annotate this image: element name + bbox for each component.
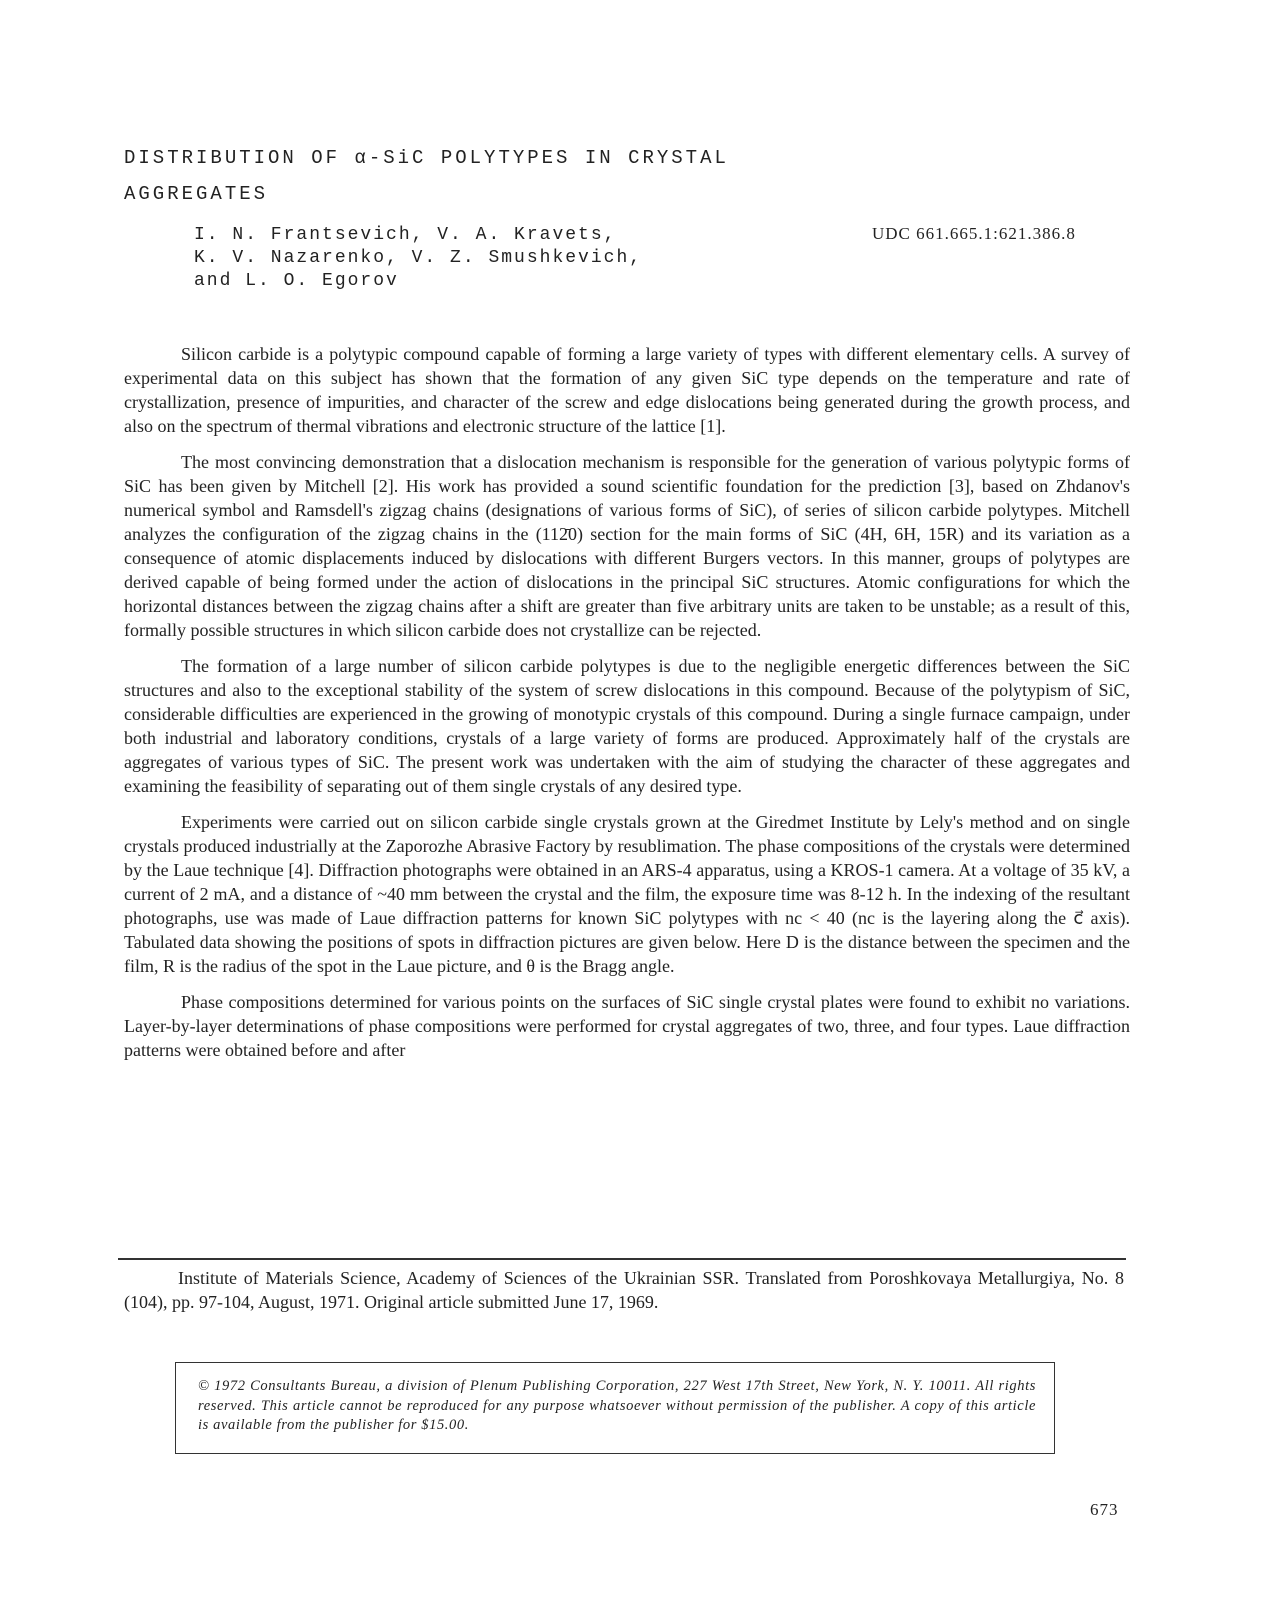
author-line: I. N. Frantsevich, V. A. Kravets,: [194, 225, 617, 245]
title-line-2: AGGREGATES: [124, 183, 269, 205]
copyright-notice: [175, 1362, 1055, 1454]
body-paragraph: Experiments were carried out on silicon carbide single crystals grown at the Giredmet Institute by Lely's method and on single crystals produced industrially at the Zaporozhe Abrasive Factory by resublimation. The phase compositions of the crystals were determined by the Laue technique [4]. Diffraction photographs were obtained in an ARS-4 apparatus, using a KROS-1 camera. At a voltage of 35 kV, a current of 2 mA, and a distance of ~40 mm between the crystal and the film, the exposure time was 8-12 h. In the indexing of the resultant photographs, use was made of Laue diffraction patterns for known SiC polytypes with nc < 40 (nc is the layering along the c⃗ axis). Tabulated data showing the positions of spots in diffraction pictures are given below. Here D is the distance between the specimen and the film, R is the radius of the spot in the Laue picture, and θ is the Bragg angle.: [124, 812, 1130, 976]
body-paragraph: The most convincing demonstration that a dislocation mechanism is responsible for the generation of various polytypic forms of SiC has been given by Mitchell [2]. His work has provided a sound scientific foundation for the prediction [3], based on Zhdanov's numerical symbol and Ramsdell's zigzag chains (designations of various forms of SiC), of series of silicon carbide polytypes. Mitchell analyzes the configuration of the zigzag chains in the (112̄0) section for the main forms of SiC (4H, 6H, 15R) and its variation as a consequence of atomic displacements induced by dislocations with different Burgers vectors. In this manner, groups of polytypes are derived capable of being formed under the action of dislocations in the principal SiC structures. Atomic configurations for which the horizontal distances between the zigzag chains after a shift are greater than five arbitrary units are taken to be unstable; as a result of this, formally possible structures in which silicon carbide does not crystallize can be rejected.: [124, 452, 1130, 640]
article-title: [124, 140, 729, 212]
affiliation-footnote: Institute of Materials Science, Academy of Sciences of the Ukrainian SSR. Translated from Poroshkovaya Metallurgiya, No. 8 (104), pp. 97-104, August, 1971. Original article submitted June 17, 1969.: [124, 1268, 1124, 1312]
copyright-text: © 1972 Consultants Bureau, a division of Plenum Publishing Corporation, 227 West 17th Street, New York, N. Y. 10011. All rights reserved. This article cannot be reproduced for any purpose whatsoever without permission of the publisher. A copy of this article is available from the publisher for $15.00.: [198, 1378, 1036, 1433]
article-body: [124, 342, 1130, 1074]
body-paragraph: Silicon carbide is a polytypic compound capable of forming a large variety of types with different elementary cells. A survey of experimental data on this subject has shown that the formation of any given SiC type depends on the temperature and rate of crystallization, presence of impurities, and character of the screw and edge dislocations being generated during the growth process, and also on the spectrum of thermal vibrations and electronic structure of the lattice [1].: [124, 344, 1130, 436]
author-line: and L. O. Egorov: [194, 271, 399, 291]
udc-code: UDC 661.665.1:621.386.8: [872, 224, 1076, 243]
footnote-divider: [118, 1258, 1126, 1260]
title-line-1: DISTRIBUTION OF α-SiC POLYTYPES IN CRYSTAL: [124, 147, 729, 169]
author-line: K. V. Nazarenko, V. Z. Smushkevich,: [194, 248, 643, 268]
body-paragraph: The formation of a large number of silicon carbide polytypes is due to the negligible energetic differences between the SiC structures and also to the exceptional stability of the system of screw dislocations in this compound. Because of the polytypism of SiC, considerable difficulties are experienced in the growing of monotypic crystals of this compound. During a single furnace campaign, under both industrial and laboratory conditions, crystals of a large variety of forms are produced. Approximately half of the crystals are aggregates of various types of SiC. The present work was undertaken with the aim of studying the character of these aggregates and examining the feasibility of separating out of them single crystals of any desired type.: [124, 656, 1130, 796]
body-paragraph: Phase compositions determined for various points on the surfaces of SiC single crystal plates were found to exhibit no variations. Layer-by-layer determinations of phase compositions were performed for crystal aggregates of two, three, and four types. Laue diffraction patterns were obtained before and after: [124, 992, 1130, 1060]
page-number: 673: [1090, 1500, 1119, 1519]
author-list: [194, 224, 642, 293]
